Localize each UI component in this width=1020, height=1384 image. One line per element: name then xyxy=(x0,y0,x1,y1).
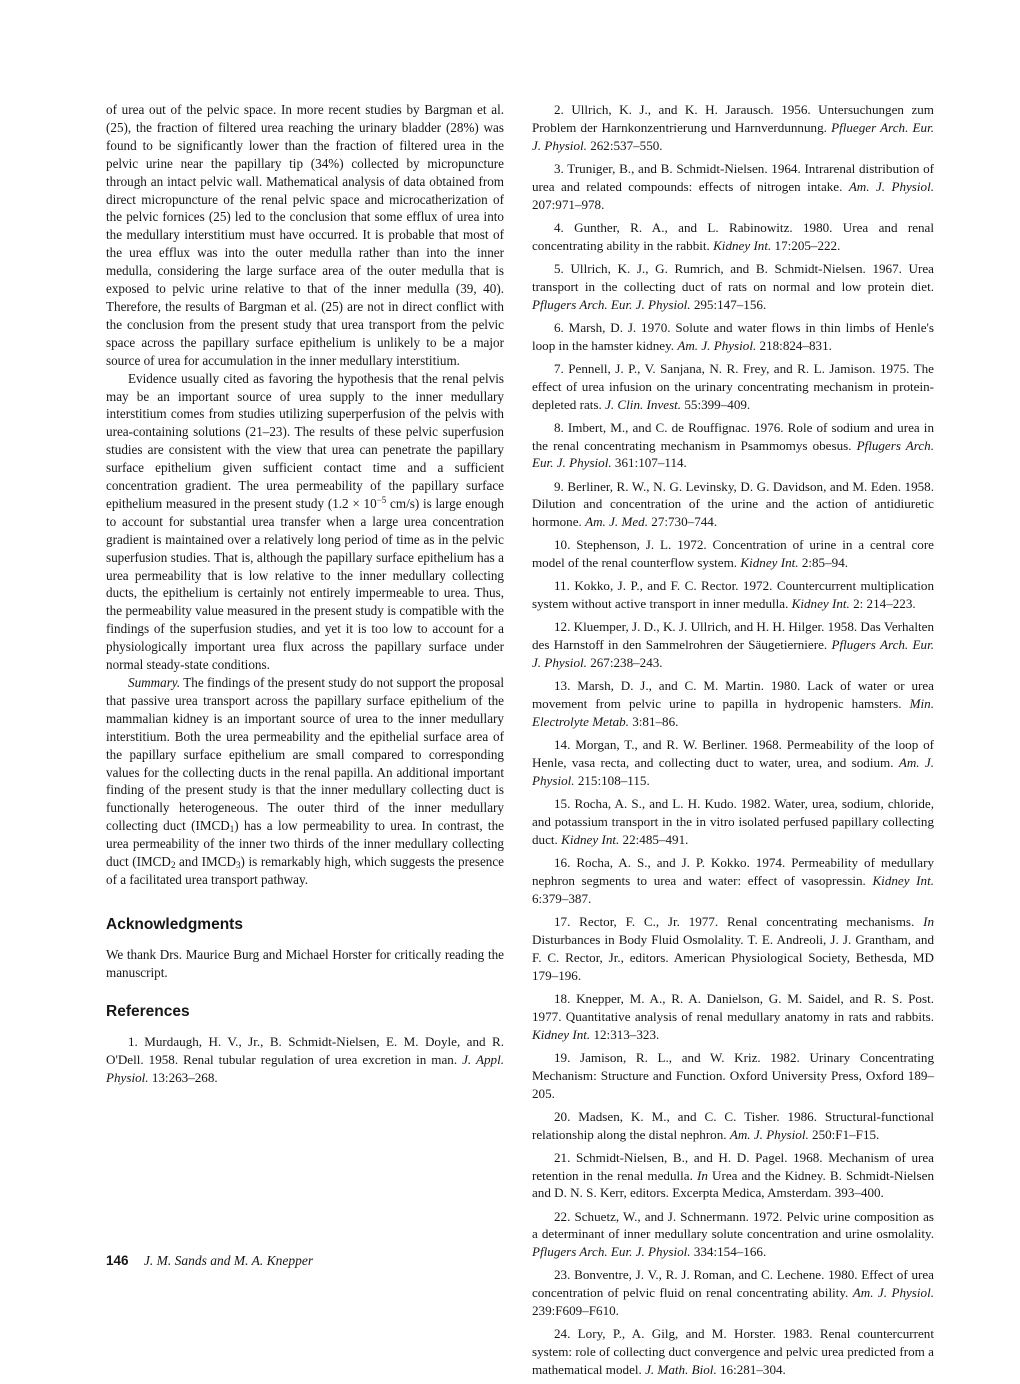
reference-text: Schuetz, W., and J. Schnermann. 1972. Pelvic urine composition as a determinant of inner medullary solute concentration and urine osmolality. xyxy=(532,1208,934,1242)
left-column xyxy=(106,101,504,1092)
reference-number: 24. xyxy=(554,1326,571,1342)
summary-paragraph xyxy=(106,674,504,889)
reference-citation: 6:379–387. xyxy=(532,890,592,906)
reference-journal: Pflugers Arch. Eur. J. Physiol. xyxy=(532,637,934,671)
reference-item xyxy=(532,913,934,985)
reference-item xyxy=(532,677,934,731)
reference-citation: 218:824–831. xyxy=(756,337,832,353)
reference-citation: 239:F609–F610. xyxy=(532,1303,619,1319)
body-paragraph-1: of urea out of the pelvic space. In more recent studies by Bargman et al. (25), the fraction of filtered urea reaching the urinary bladder (28%) was found to be significantly lower than the fraction of filtered urea in the pelvic urine near the papillary tip (34%) collected by micropuncture through an intact pelvic wall. Mathematical analysis of data obtained from direct micropuncture of the renal pelvic space and microcatherization of the pelvic fornices (25) led to the conclusion that some efflux of urea into the medullary interstitium must have occurred. It is probable that most of the urea efflux was into the outer medulla rather than into the inner medulla, considering the large surface area of the outer medulla that is exposed to pelvic urine relative to that of the inner medulla (39, 40). Therefore, the results of Bargman et al. (25) are not in direct conflict with the conclusion from the present study that urea transport from the pelvic space across the papillary surface epithelium is unlikely to be a major source of urea for accumulation in the inner medullary interstitium. xyxy=(106,102,504,368)
body-paragraph-2 xyxy=(106,370,504,674)
p3-text-c: and IMCD xyxy=(175,854,236,870)
reference-text: Ullrich, K. J., G. Rumrich, and B. Schmidt-Nielsen. 1967. Urea transport in the collecting duct of rats on normal and low protein diet. xyxy=(532,260,934,294)
reference-journal: Min. Electrolyte Metab. xyxy=(532,696,934,730)
reference-citation: 2: 214–223. xyxy=(849,596,916,612)
reference-item xyxy=(532,260,934,314)
reference-number: 2. xyxy=(554,102,564,117)
reference-journal: Kidney Int. xyxy=(740,555,799,571)
reference-text: Pennell, J. P., V. Sanjana, N. R. Frey, and R. L. Jamison. 1975. The effect of urea infusion on the urinary concentrating mechanism in protein-depleted rats. xyxy=(532,360,934,412)
reference-item xyxy=(532,101,934,155)
reference-item xyxy=(532,990,934,1044)
references-heading: References xyxy=(106,1002,190,1020)
reference-item xyxy=(532,219,934,255)
reference-citation: 215:108–115. xyxy=(574,773,650,789)
reference-item xyxy=(106,1033,504,1087)
reference-text: Rocha, A. S., and L. H. Kudo. 1982. Water, urea, sodium, chloride, and potassium transport in the in vitro isolated perfused papillary collecting duct. xyxy=(532,796,934,847)
reference-journal: Pflugers Arch. Eur. J. Physiol. xyxy=(532,1244,691,1260)
reference-text: Schmidt-Nielsen, B., and H. D. Pagel. 1968. Mechanism of urea retention in the renal medulla. xyxy=(532,1149,934,1183)
reference-citation: 262:537–550. xyxy=(586,137,663,153)
reference-number: 3. xyxy=(554,160,564,176)
reference-journal: Am. J. Physiol. xyxy=(532,755,934,789)
p2-text-b: cm/s) is large enough to account for substantial urea transfer when a large urea concentration gradient is maintained over a relatively long period of time as in the pelvic superfusion studies. That is, although the papillary surface epithelium has a urea permeability that is low relative to the inner medullary collecting ducts, the epithelium is certainly not entirely impermeable to urea. Thus, the permeability value measured in the present study is compatible with the findings of the superfusion studies, and yet it is too low to account for a physiologically important urea flux across the papillary surface under normal steady-state conditions. xyxy=(106,495,504,673)
reference-item xyxy=(532,795,934,849)
references-list-right xyxy=(532,101,934,1379)
reference-number: 11. xyxy=(554,578,570,594)
reference-item xyxy=(532,854,934,908)
reference-citation: 22:485–491. xyxy=(619,831,689,847)
reference-number: 8. xyxy=(554,419,564,435)
reference-number: 13. xyxy=(554,678,571,694)
reference-number: 23. xyxy=(554,1267,571,1283)
reference-text: Marsh, D. J., and C. M. Martin. 1980. Lack of water or urea movement from pelvic urine to papilla in hydropenic hamsters. xyxy=(532,678,934,712)
reference-citation: 250:F1–F15. xyxy=(808,1126,880,1142)
reference-text: Imbert, M., and C. de Rouffignac. 1976. Role of sodium and urea in the renal concentrating mechanism in Psammomys obesus. xyxy=(532,419,934,453)
page-number: 146 xyxy=(106,1253,129,1268)
reference-journal: Am. J. Physiol. xyxy=(848,178,934,194)
reference-citation: 55:399–409. xyxy=(681,396,751,412)
reference-text: Lory, P., A. Gilg, and M. Horster. 1983. Renal countercurrent system: role of collecting duct convergence and pelvic urea predicted from a mathematical model. xyxy=(532,1326,934,1378)
reference-item xyxy=(532,478,934,532)
page-footer xyxy=(106,1253,313,1269)
reference-number: 7. xyxy=(554,360,564,376)
reference-item xyxy=(532,577,934,613)
reference-journal: Kidney Int. xyxy=(713,237,772,253)
reference-text: Rector, F. C., Jr. 1977. Renal concentrating mechanisms. xyxy=(570,913,924,929)
reference-citation: 295:147–156. xyxy=(690,296,767,312)
reference-citation: 27:730–744. xyxy=(648,514,718,530)
reference-citation: Disturbances in Body Fluid Osmolality. T. E. Andreoli, J. J. Grantham, and F. C. Rector, Jr., editors. American Physiological Society, Bethesda, MD 179–196. xyxy=(532,931,934,983)
reference-journal: J. Clin. Invest. xyxy=(605,396,682,412)
reference-citation: 16:281–304. xyxy=(716,1362,786,1378)
reference-number: 15. xyxy=(554,796,571,812)
reference-citation: 17:205–222. xyxy=(771,237,841,253)
reference-item xyxy=(532,1149,934,1203)
reference-text: Kluemper, J. D., K. J. Ullrich, and H. H. Hilger. 1958. Das Verhalten des Harnstoff in den Sammelrohren der Säugetierniere. xyxy=(532,619,934,653)
reference-text: Marsh, D. J. 1970. Solute and water flows in thin limbs of Henle's loop in the hamster kidney. xyxy=(532,319,934,353)
reference-journal: Pflugers Arch. Eur. J. Physiol. xyxy=(532,437,935,471)
reference-journal: In xyxy=(696,1167,708,1183)
reference-journal: Kidney Int. xyxy=(532,1026,591,1042)
reference-number: 17. xyxy=(554,913,571,929)
reference-citation: 334:154–166. xyxy=(690,1244,767,1260)
reference-text: Truniger, B., and B. Schmidt-Nielsen. 1964. Intrarenal distribution of urea and related compounds: effects of nitrogen intake. xyxy=(532,160,934,194)
reference-text: Morgan, T., and R. W. Berliner. 1968. Permeability of the loop of Henle, vasa recta, and collecting duct to water, urea, and sodium. xyxy=(532,737,934,771)
reference-number: 19. xyxy=(554,1049,571,1065)
p3-sub-1: 1 xyxy=(229,824,235,835)
reference-text: Murdaugh, H. V., Jr., B. Schmidt-Nielsen, E. M. Doyle, and R. O'Dell. 1958. Renal tubular regulation of urea excretion in man. xyxy=(106,1033,504,1067)
reference-text: Ullrich, K. J., and K. H. Jarausch. 1956. Untersuchungen zum Problem der Harnkonzentrierung und Harnverdunnung. xyxy=(532,102,934,135)
reference-item xyxy=(532,536,934,572)
reference-number: 21. xyxy=(554,1149,571,1165)
reference-journal: J. Appl. Physiol. xyxy=(106,1051,504,1085)
reference-text: Rocha, A. S., and J. P. Kokko. 1974. Permeability of medullary nephron segments to urea and water: effect of vasopressin. xyxy=(532,855,934,888)
p3-text-b: ) has a low permeability to urea. In contrast, the urea permeability of the inner two thirds of the inner medullary collecting duct (IMCD xyxy=(106,818,504,870)
p2-exponent: −5 xyxy=(376,494,387,505)
reference-item xyxy=(532,1266,934,1320)
reference-journal: Pflugers Arch. Eur. J. Physiol. xyxy=(532,296,691,312)
reference-item xyxy=(532,1108,934,1144)
reference-citation: 3:81–86. xyxy=(628,714,679,730)
reference-text: Kokko, J. P., and F. C. Rector. 1972. Countercurrent multiplication system without active transport in inner medulla. xyxy=(532,578,934,612)
reference-number: 5. xyxy=(554,260,564,276)
reference-item xyxy=(532,1049,934,1103)
reference-journal: Pflueger Arch. Eur. J. Physiol. xyxy=(532,119,934,153)
reference-number: 14. xyxy=(554,737,571,753)
references-list-left xyxy=(106,1033,504,1087)
reference-journal: Am. J. Med. xyxy=(585,514,648,530)
reference-citation: 207:971–978. xyxy=(532,196,605,212)
reference-number: 9. xyxy=(554,478,564,494)
reference-item xyxy=(532,1325,934,1379)
reference-citation: 267:238–243. xyxy=(586,655,663,671)
reference-text: Berliner, R. W., N. G. Levinsky, D. G. Davidson, and M. Eden. 1958. Dilution and concentration of the urine and the action of antidiuretic hormone. xyxy=(532,478,934,530)
reference-journal: In xyxy=(923,913,934,929)
reference-journal: Am. J. Physiol. xyxy=(677,337,757,353)
reference-number: 12. xyxy=(554,619,571,635)
reference-text: Jamison, R. L., and W. Kriz. 1982. Urinary Concentrating Mechanism: Structure and Function. Oxford University Press, Oxford 189–205. xyxy=(532,1049,934,1101)
reference-citation: 361:107–114. xyxy=(611,455,687,471)
reference-number: 4. xyxy=(554,219,564,235)
reference-citation: 2:85–94. xyxy=(798,555,849,571)
p2-text-a: Evidence usually cited as favoring the hypothesis that the renal pelvis may be an important source of urea supply to the inner medullary interstitium comes from studies utilizing superperfusion of the pelvis with urea-containing solutions (21–23). The results of these pelvic superfusion studies are consistent with the view that urea can penetrate the papillary surface epithelium given sufficient contact time and a sufficient concentration gradient. The urea permeability of the papillary surface epithelium measured in the present study (1.2 × 10 xyxy=(106,370,504,511)
reference-item xyxy=(532,160,934,214)
reference-item xyxy=(532,419,934,473)
reference-text: Bonventre, J. V., R. J. Roman, and C. Lechene. 1980. Effect of urea concentration of pelvic fluid on renal concentrating ability. xyxy=(532,1267,934,1301)
summary-lead: Summary. xyxy=(128,675,181,690)
reference-item xyxy=(532,319,934,355)
p3-text-d: ) is remarkably high, which suggests the presence of a facilitated urea transport pathway. xyxy=(106,854,505,887)
reference-text: Gunther, R. A., and L. Rabinowitz. 1980. Urea and renal concentrating ability in the rabbit. xyxy=(532,219,934,253)
p3-text-a: The findings of the present study do not support the proposal that passive urea transport across the papillary surface epithelium of the mammalian kidney is an important source of urea to the inner medullary interstitium. Both the urea permeability and the epithelial surface area of the papillary surface epithelium are small compared to corresponding values for the collecting ducts in the renal papilla. An additional important finding of the present study is that the inner medullary collecting duct is functionally heterogeneous. The outer third of the inner medullary collecting duct (IMCD xyxy=(106,675,504,834)
reference-number: 18. xyxy=(554,990,571,1006)
reference-citation: Urea and the Kidney. B. Schmidt-Nielsen and D. N. S. Kerr, editors. Excerpta Medica, Amsterdam. 393–400. xyxy=(532,1167,934,1201)
reference-journal: J. Math. Biol. xyxy=(645,1362,717,1378)
reference-number: 6. xyxy=(554,319,564,335)
reference-text: Madsen, K. M., and C. C. Tisher. 1986. Structural-functional relationship along the distal nephron. xyxy=(532,1108,934,1142)
reference-text: Knepper, M. A., R. A. Danielson, G. M. Saidel, and R. S. Post. 1977. Quantitative analysis of renal medullary anatomy in rats and rabbits. xyxy=(532,990,934,1024)
reference-item xyxy=(532,736,934,790)
reference-item xyxy=(532,618,934,672)
p3-sub-3: 3 xyxy=(235,860,241,871)
p3-sub-2: 2 xyxy=(170,860,176,871)
right-column xyxy=(532,101,934,1384)
reference-text: Stephenson, J. L. 1972. Concentration of urine in a central core model of the renal counterflow system. xyxy=(532,537,934,571)
reference-number: 10. xyxy=(554,537,571,553)
acknowledgments-heading: Acknowledgments xyxy=(106,915,243,933)
reference-item xyxy=(532,360,934,414)
reference-item xyxy=(532,1208,934,1262)
acknowledgments-text: We thank Drs. Maurice Burg and Michael Horster for critically reading the manuscript. xyxy=(106,946,504,980)
running-head: J. M. Sands and M. A. Knepper xyxy=(143,1253,314,1268)
reference-journal: Kidney Int. xyxy=(872,872,934,888)
reference-number: 22. xyxy=(554,1208,571,1224)
reference-number: 16. xyxy=(554,855,571,871)
reference-journal: Kidney Int. xyxy=(561,831,620,847)
reference-journal: Am. J. Physiol. xyxy=(852,1285,934,1301)
reference-number: 20. xyxy=(554,1108,571,1124)
reference-citation: 12:313–323. xyxy=(590,1026,660,1042)
reference-number: 1. xyxy=(128,1033,138,1049)
reference-journal: Kidney Int. xyxy=(791,596,850,612)
reference-citation: 13:263–268. xyxy=(148,1069,218,1085)
reference-journal: Am. J. Physiol. xyxy=(729,1126,809,1142)
